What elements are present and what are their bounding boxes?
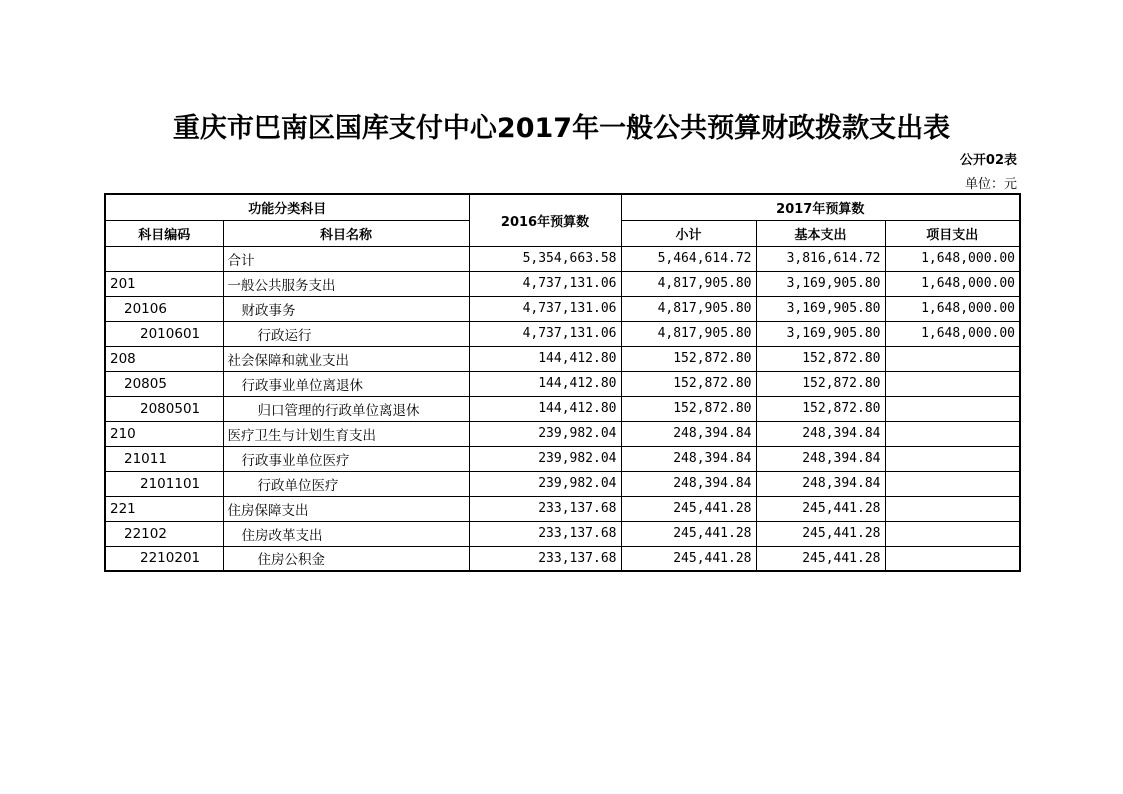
row-budget-2016: 233,137.68 [469, 521, 621, 546]
row-name: 行政运行 [223, 321, 469, 346]
row-basic: 3,169,905.80 [756, 271, 885, 296]
row-basic: 245,441.28 [756, 496, 885, 521]
row-subtotal: 4,817,905.80 [621, 271, 756, 296]
row-project: 1,648,000.00 [885, 296, 1020, 321]
form-code-label: 公开02表 [959, 153, 1017, 168]
row-subtotal: 4,817,905.80 [621, 321, 756, 346]
row-budget-2016: 239,982.04 [469, 421, 621, 446]
row-project [885, 446, 1020, 471]
row-code: 21011 [105, 446, 223, 471]
row-basic: 152,872.80 [756, 371, 885, 396]
row-basic: 152,872.80 [756, 346, 885, 371]
row-basic: 245,441.28 [756, 521, 885, 546]
table-row [105, 321, 1020, 346]
header-project: 项目支出 [885, 220, 1020, 246]
row-subtotal: 245,441.28 [621, 521, 756, 546]
row-subtotal: 248,394.84 [621, 446, 756, 471]
header-basic: 基本支出 [756, 220, 885, 246]
table-row [105, 246, 1020, 271]
header-function-category: 功能分类科目 [105, 194, 469, 220]
row-name: 住房公积金 [223, 546, 469, 571]
row-basic: 3,169,905.80 [756, 296, 885, 321]
row-basic: 248,394.84 [756, 446, 885, 471]
table-row [105, 546, 1020, 571]
row-project [885, 396, 1020, 421]
row-project: 1,648,000.00 [885, 246, 1020, 271]
row-code: 221 [105, 496, 223, 521]
row-code: 22102 [105, 521, 223, 546]
row-name: 住房保障支出 [223, 496, 469, 521]
row-basic: 248,394.84 [756, 471, 885, 496]
row-code: 2210201 [105, 546, 223, 571]
row-project [885, 371, 1020, 396]
row-code: 210 [105, 421, 223, 446]
row-name: 住房改革支出 [223, 521, 469, 546]
row-budget-2016: 144,412.80 [469, 396, 621, 421]
row-project [885, 521, 1020, 546]
row-project: 1,648,000.00 [885, 321, 1020, 346]
row-subtotal: 152,872.80 [621, 396, 756, 421]
row-project [885, 496, 1020, 521]
row-subtotal: 152,872.80 [621, 371, 756, 396]
row-budget-2016: 144,412.80 [469, 346, 621, 371]
row-budget-2016: 233,137.68 [469, 496, 621, 521]
row-subtotal: 245,441.28 [621, 546, 756, 571]
row-subtotal: 152,872.80 [621, 346, 756, 371]
row-code: 208 [105, 346, 223, 371]
header-code: 科目编码 [105, 220, 223, 246]
table-row [105, 446, 1020, 471]
row-basic: 3,816,614.72 [756, 246, 885, 271]
row-basic: 245,441.28 [756, 546, 885, 571]
row-name: 合计 [223, 246, 469, 271]
row-subtotal: 4,817,905.80 [621, 296, 756, 321]
row-name: 行政单位医疗 [223, 471, 469, 496]
table-row [105, 371, 1020, 396]
row-project [885, 421, 1020, 446]
row-code: 201 [105, 271, 223, 296]
row-code: 2080501 [105, 396, 223, 421]
row-budget-2016: 239,982.04 [469, 446, 621, 471]
budget-table [104, 193, 1021, 572]
header-name: 科目名称 [223, 220, 469, 246]
row-subtotal: 5,464,614.72 [621, 246, 756, 271]
header-budget-2017: 2017年预算数 [621, 194, 1020, 220]
row-project [885, 471, 1020, 496]
row-code: 2010601 [105, 321, 223, 346]
table-row [105, 396, 1020, 421]
header-budget-2016: 2016年预算数 [469, 194, 621, 246]
row-name: 医疗卫生与计划生育支出 [223, 421, 469, 446]
row-name: 财政事务 [223, 296, 469, 321]
row-budget-2016: 4,737,131.06 [469, 321, 621, 346]
row-code: 20106 [105, 296, 223, 321]
row-code: 20805 [105, 371, 223, 396]
row-budget-2016: 144,412.80 [469, 371, 621, 396]
row-name: 行政事业单位医疗 [223, 446, 469, 471]
row-code [105, 246, 223, 271]
row-code: 2101101 [105, 471, 223, 496]
row-name: 社会保障和就业支出 [223, 346, 469, 371]
row-project: 1,648,000.00 [885, 271, 1020, 296]
row-basic: 3,169,905.80 [756, 321, 885, 346]
row-basic: 152,872.80 [756, 396, 885, 421]
page-title: 重庆市巴南区国库支付中心2017年一般公共预算财政拨款支出表 [172, 113, 951, 144]
table-row [105, 296, 1020, 321]
row-subtotal: 248,394.84 [621, 421, 756, 446]
table-row [105, 271, 1020, 296]
row-budget-2016: 239,982.04 [469, 471, 621, 496]
table-row [105, 496, 1020, 521]
table-row [105, 471, 1020, 496]
row-project [885, 546, 1020, 571]
row-name: 归口管理的行政单位离退休 [223, 396, 469, 421]
row-budget-2016: 4,737,131.06 [469, 271, 621, 296]
row-name: 一般公共服务支出 [223, 271, 469, 296]
row-basic: 248,394.84 [756, 421, 885, 446]
row-budget-2016: 233,137.68 [469, 546, 621, 571]
unit-label: 单位：元 [964, 177, 1017, 192]
row-budget-2016: 5,354,663.58 [469, 246, 621, 271]
row-budget-2016: 4,737,131.06 [469, 296, 621, 321]
table-row [105, 346, 1020, 371]
table-row [105, 421, 1020, 446]
header-row-1 [105, 194, 1020, 220]
row-subtotal: 245,441.28 [621, 496, 756, 521]
row-subtotal: 248,394.84 [621, 471, 756, 496]
table-row [105, 521, 1020, 546]
header-subtotal: 小计 [621, 220, 756, 246]
row-project [885, 346, 1020, 371]
row-name: 行政事业单位离退休 [223, 371, 469, 396]
